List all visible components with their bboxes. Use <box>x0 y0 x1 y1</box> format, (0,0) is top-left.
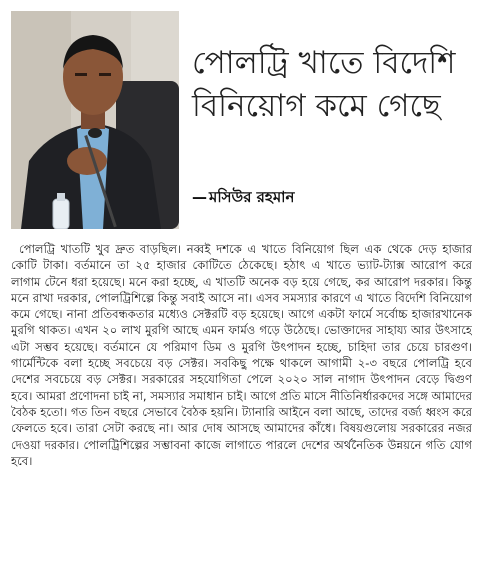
portrait-illustration <box>11 11 179 229</box>
article-body-text: পোলট্রি খাতটি খুব দ্রুত বাড়ছিল। নব্বই দশকে এ খাতে বিনিয়োগ ছিল এক থেকে দেড় হাজার কোটি টাকা। বর্তমানে তা ২৫ হাজার কোটিতে ঠেকেছে। হঠাৎ এ খাতে ভ্যাট-ট্যাক্স আরোপ করে লাগাম টেনে ধরা হয়েছে। মনে করা হচ্ছে, এ খাতটি অনেক বড় হয়ে গেছে, কর আরোপ দরকার। কিন্তু মনে রাখা দরকার, পোলট্রিশিল্পে কিন্তু সবাই আসে না। এসব সমস্যার কারণে এ খাতে বিদেশি বিনিয়োগ কমে গেছে। নানা প্রতিবন্ধকতার মধ্যেও সেক্টরটি বড় হয়েছে। আগে একটা ফার্মে সর্বোচ্চ হাজারখানেক মুরগি থাকত। এখন ২০ লাখ মুরগি আছে এমন ফার্মও গড়ে উঠেছে। ভোক্তাদের সাহায্য আর উৎসাহে এটা সম্ভব হয়েছে। বর্তমানে যে পরিমাণ ডিম ও মুরগি উৎপাদন হচ্ছে, চাহিদা তার চেয়ে চারগুণ। গার্মেন্টিকে বলা হচ্ছে সবচেয়ে বড় সেক্টর। সবকিছু পক্ষে থাকলে আগামী ২-৩ বছরে পোলট্রি হবে দেশের সবচেয়ে বড় সেক্টর। সরকারের সহযোগিতা পেলে ২০২০ সাল নাগাদ উৎপাদন বেড়ে দ্বিগুণ হবে। আমরা প্রণোদনা চাই না, সমস্যার সমাধান চাই। আগে প্রতি মাসে নীতিনির্ধারকদের সঙ্গে আমাদের বৈঠক হতো। গত তিন বছরে সেভাবে বৈঠক হয়নি। ট্যানারি আইনে বলা আছে, তাদের বর্জ্য ধ্বংস করে ফেলতে হবে। তারা সেটা করছে না। আর দোষ আসছে আমাদের কাঁধে। বিষয়গুলোয় সরকারের নজর দেওয়া দরকার। পোলট্রিশিল্পের সম্ভাবনা কাজে লাগাতে পারলে দেশের অর্থনৈতিক উন্নয়নে গতি যোগ হবে। <box>11 242 472 468</box>
article-byline <box>192 186 294 211</box>
author-photo <box>11 11 179 229</box>
article-headline: পোলট্রি খাতে বিদেশি বিনিয়োগ কমে গেছে <box>192 45 456 124</box>
byline-dash: — <box>192 188 207 206</box>
article-body <box>11 241 472 574</box>
byline-author: মসিউর রহমান <box>209 188 295 206</box>
